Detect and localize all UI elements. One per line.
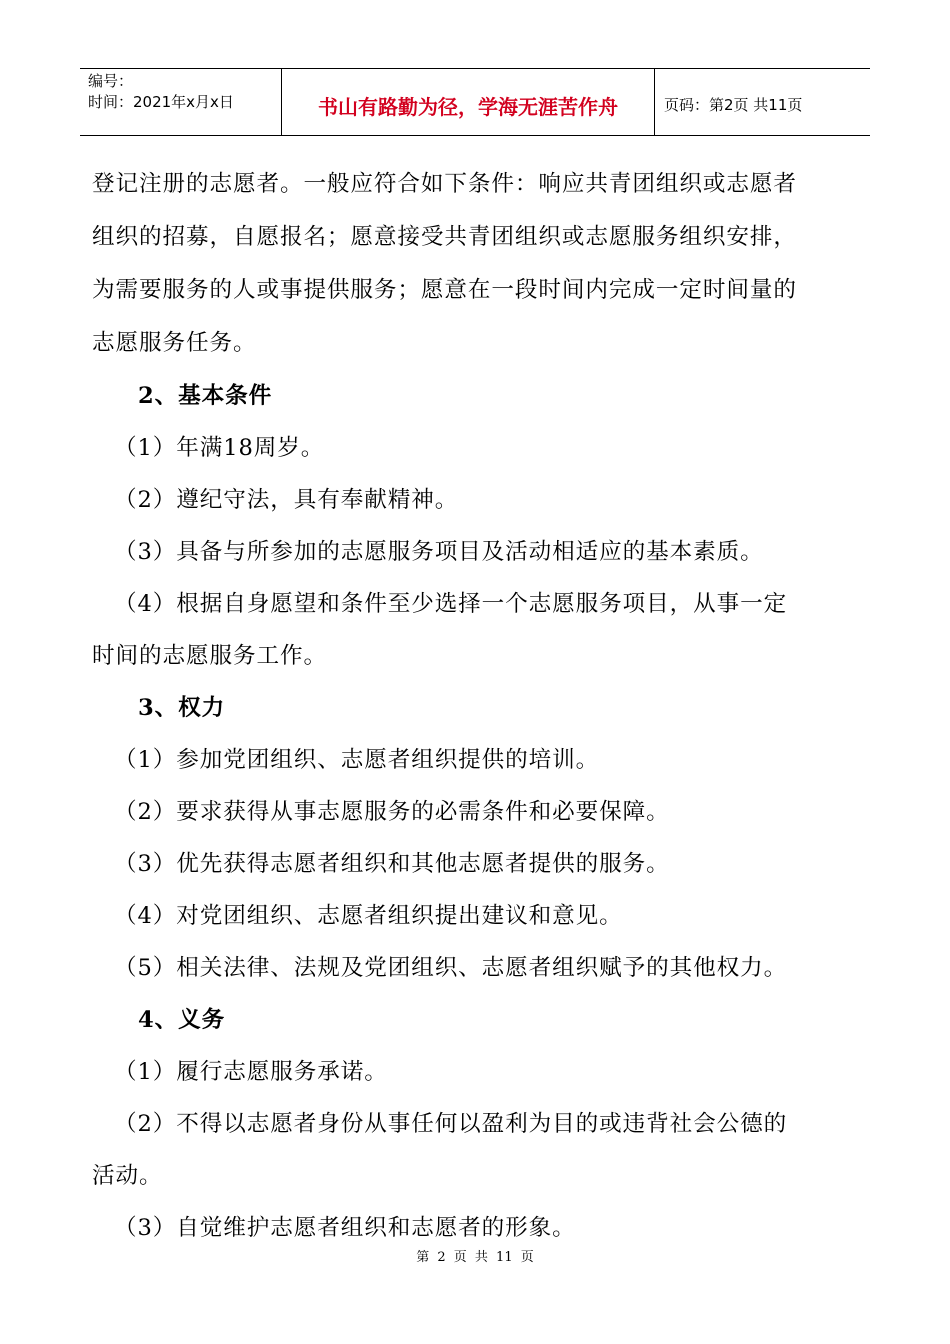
- body-line: （3）自觉维护志愿者组织和志愿者的形象。: [114, 1215, 576, 1241]
- body-line: （5）相关法律、法规及党团组织、志愿者组织赋予的其他权力。: [114, 955, 788, 981]
- body-line: （3）具备与所参加的志愿服务项目及活动相适应的基本素质。: [114, 539, 764, 565]
- header-motto: 书山有路勤为径，学海无涯苦作舟: [282, 69, 655, 135]
- header-page-info: 页码：第2页 共11页: [664, 95, 803, 114]
- body-line: （1）履行志愿服务承诺。: [114, 1059, 388, 1085]
- body-line: 志愿服务任务。: [92, 330, 257, 356]
- section-heading: 2、基本条件: [138, 383, 273, 409]
- body-line: （2）遵纪守法，具有奉献精神。: [114, 487, 459, 513]
- body-line: 为需要服务的人或事提供服务；愿意在一段时间内完成一定时间量的: [92, 277, 797, 303]
- page-header: [80, 68, 870, 136]
- body-line: 活动。: [92, 1163, 163, 1189]
- body-line: （4）根据自身愿望和条件至少选择一个志愿服务项目，从事一定: [114, 591, 788, 617]
- section-heading: 3、权力: [138, 695, 226, 721]
- body-line: （4）对党团组织、志愿者组织提出建议和意见。: [114, 903, 623, 929]
- body-line: （2）要求获得从事志愿服务的必需条件和必要保障。: [114, 799, 670, 825]
- body-line: 组织的招募，自愿报名；愿意接受共青团组织或志愿服务组织安排，: [92, 224, 797, 250]
- body-line: 时间的志愿服务工作。: [92, 643, 327, 669]
- body-line: （2）不得以志愿者身份从事任何以盈利为目的或违背社会公德的: [114, 1111, 788, 1137]
- body-line: （1）参加党团组织、志愿者组织提供的培训。: [114, 747, 600, 773]
- body-line: （1）年满18周岁。: [114, 435, 325, 461]
- body-line: 登记注册的志愿者。一般应符合如下条件：响应共青团组织或志愿者: [92, 171, 797, 197]
- section-heading: 4、义务: [138, 1007, 226, 1033]
- document-number-label: 编号：: [88, 72, 134, 90]
- page-footer: 第 2 页 共 11 页: [416, 1250, 534, 1265]
- header-meta: [80, 69, 282, 135]
- body-line: （3）优先获得志愿者组织和其他志愿者提供的服务。: [114, 851, 670, 877]
- document-time-label: 时间：2021年x月x日: [88, 93, 234, 111]
